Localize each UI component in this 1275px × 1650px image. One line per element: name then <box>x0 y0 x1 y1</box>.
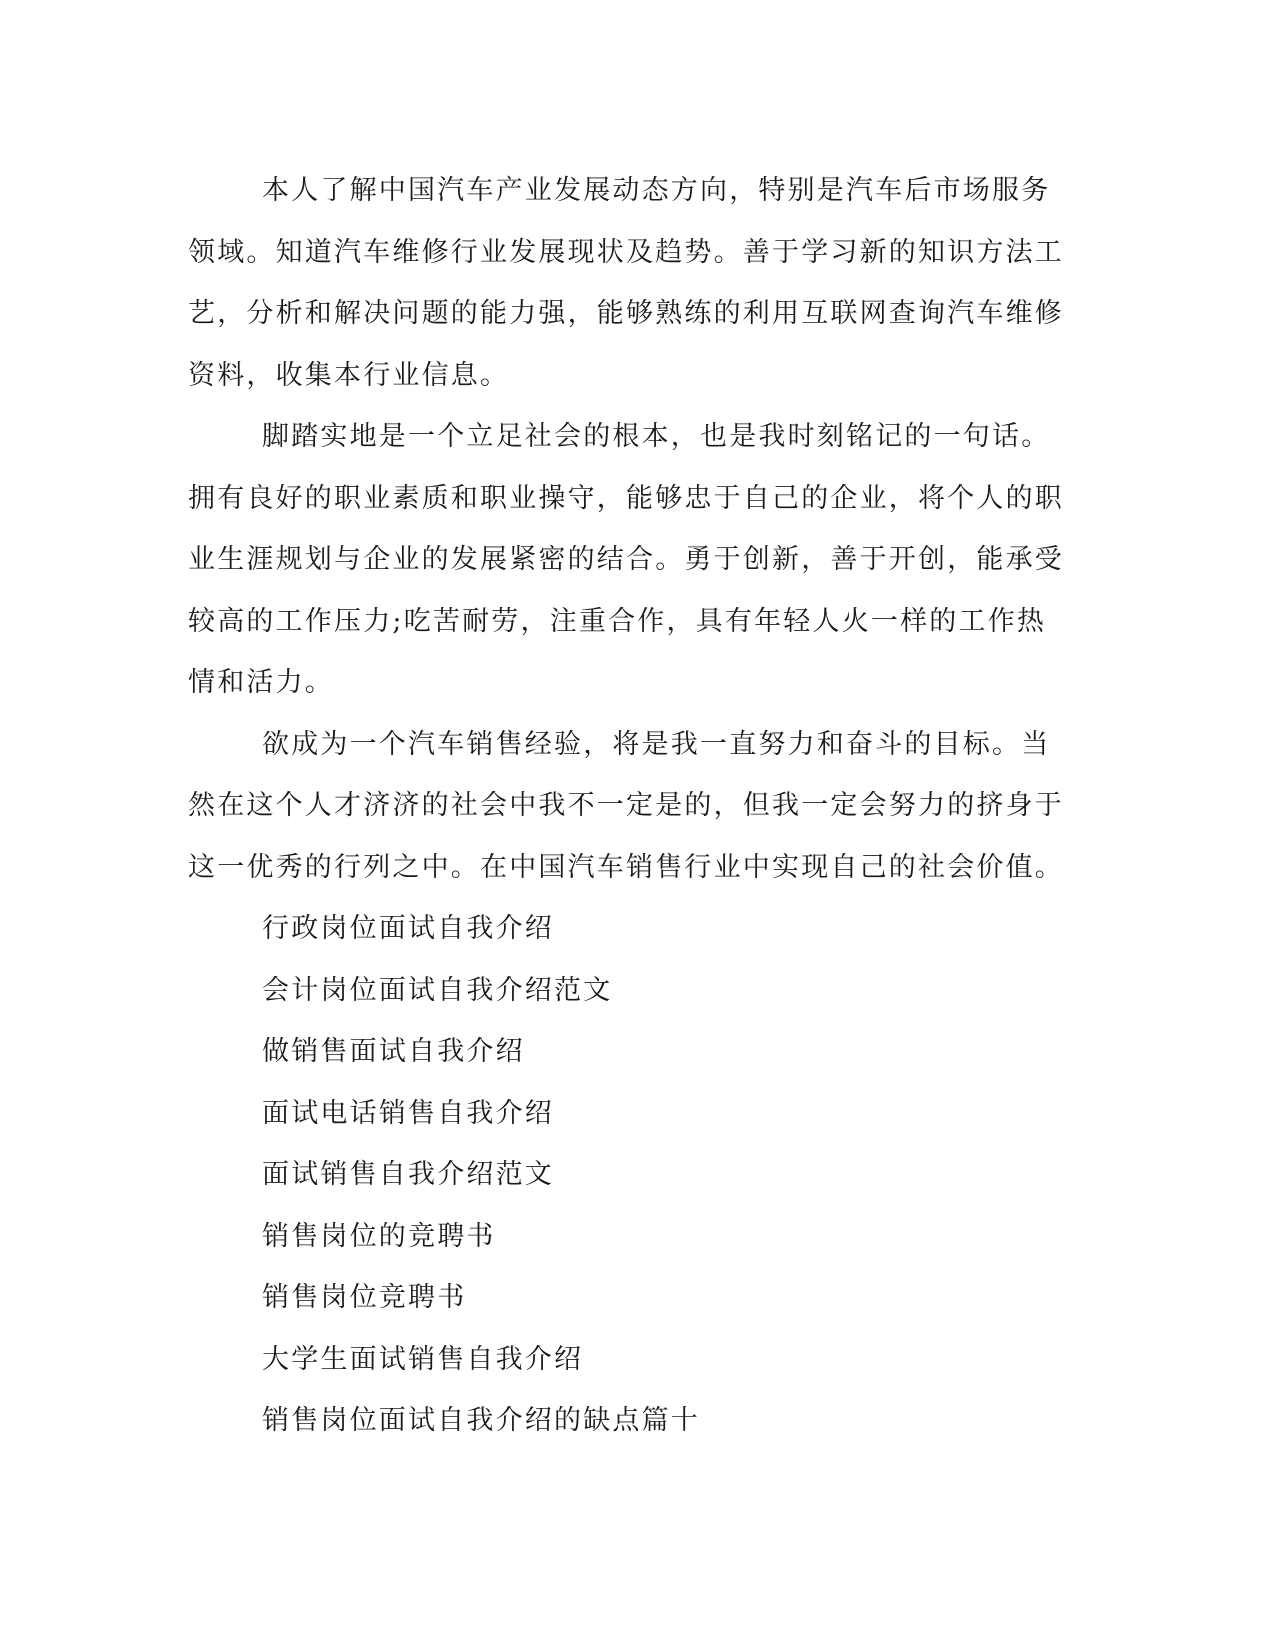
related-title-1: 行政岗位面试自我介绍 <box>262 913 554 944</box>
related-title-2: 会计岗位面试自我介绍范文 <box>262 974 613 1006</box>
document-body <box>188 160 1068 1452</box>
related-title-5: 面试销售自我介绍范文 <box>262 1159 554 1190</box>
related-title-8: 大学生面试销售自我介绍 <box>262 1343 584 1375</box>
paragraph-1: 本人了解中国汽车产业发展动态方向，特别是汽车后市场服务领域。知道汽车维修行业发展现状及趋势。善于学习新的知识方法工艺，分析和解决问题的能力强，能够熟练的利用互联网查询汽车维修资料，收集本行业信息。 <box>188 175 1064 391</box>
related-title-3: 做销售面试自我介绍 <box>262 1036 525 1067</box>
paragraph-3: 欲成为一个汽车销售经验，将是我一直努力和奋斗的目标。当然在这个人才济济的社会中我不一定是的，但我一定会努力的挤身于这一优秀的行列之中。在中国汽车销售行业中实现自己的社会价值。 <box>188 728 1064 883</box>
related-title-9: 销售岗位面试自我介绍的缺点篇十 <box>262 1405 700 1436</box>
paragraph-2: 脚踏实地是一个立足社会的根本，也是我时刻铭记的一句话。拥有良好的职业素质和职业操守，能够忠于自己的企业，将个人的职业生涯规划与企业的发展紧密的结合。勇于创新，善于开创，能承受较高的工作压力;吃苦耐劳，注重合作，具有年轻人火一样的工作热情和活力。 <box>188 421 1064 698</box>
related-title-4: 面试电话销售自我介绍 <box>262 1097 554 1129</box>
related-title-6: 销售岗位的竞聘书 <box>262 1220 496 1252</box>
related-title-7: 销售岗位竞聘书 <box>262 1282 467 1313</box>
